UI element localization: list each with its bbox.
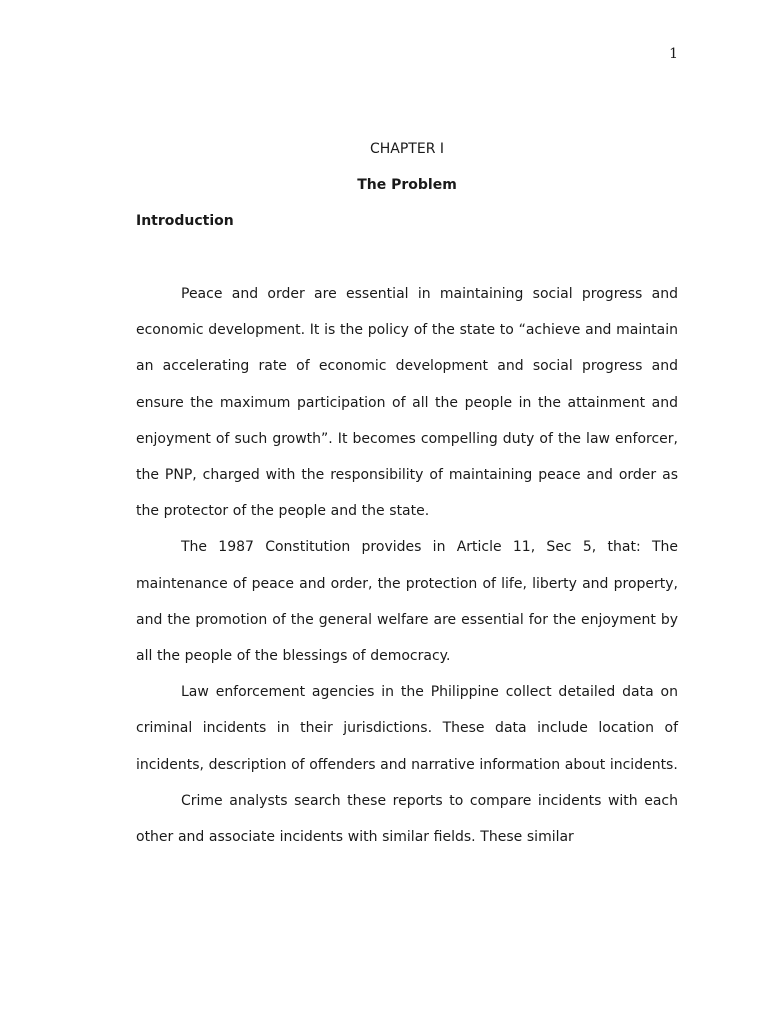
page-number: 1 (669, 46, 678, 62)
chapter-title: The Problem (357, 177, 457, 193)
body-text (136, 276, 678, 855)
paragraph-peace-and-order: Peace and order are essential in maintaining social progress and economic development. It is the policy of the state to “achieve and maintain an accelerating rate of economic development and social progress and ensure the maximum participation of all the people in the attainment and enjoyment of such growth”. It becomes compelling duty of the law enforcer, the PNP, charged with the responsibility of maintaining peace and order as the protector of the people and the state. (136, 286, 678, 520)
chapter-heading: CHAPTER I (369, 141, 445, 157)
paragraph-constitution: The 1987 Constitution provides in Article 11, Sec 5, that: The maintenance of peace and order, the protection of life, liberty and property, and the promotion of the general welfare are essential for the enjoyment by all the people of the blessings of democracy. (136, 539, 678, 665)
paragraph-law-enforcement: Law enforcement agencies in the Philippine collect detailed data on criminal incidents in their jurisdictions. These data include location of incidents, description of offenders and narrative information about incidents. (136, 684, 678, 773)
paragraph-crime-analysts: Crime analysts search these reports to compare incidents with each other and associate incidents with similar fields. These similar (136, 792, 678, 846)
section-heading: Introduction (136, 213, 234, 229)
